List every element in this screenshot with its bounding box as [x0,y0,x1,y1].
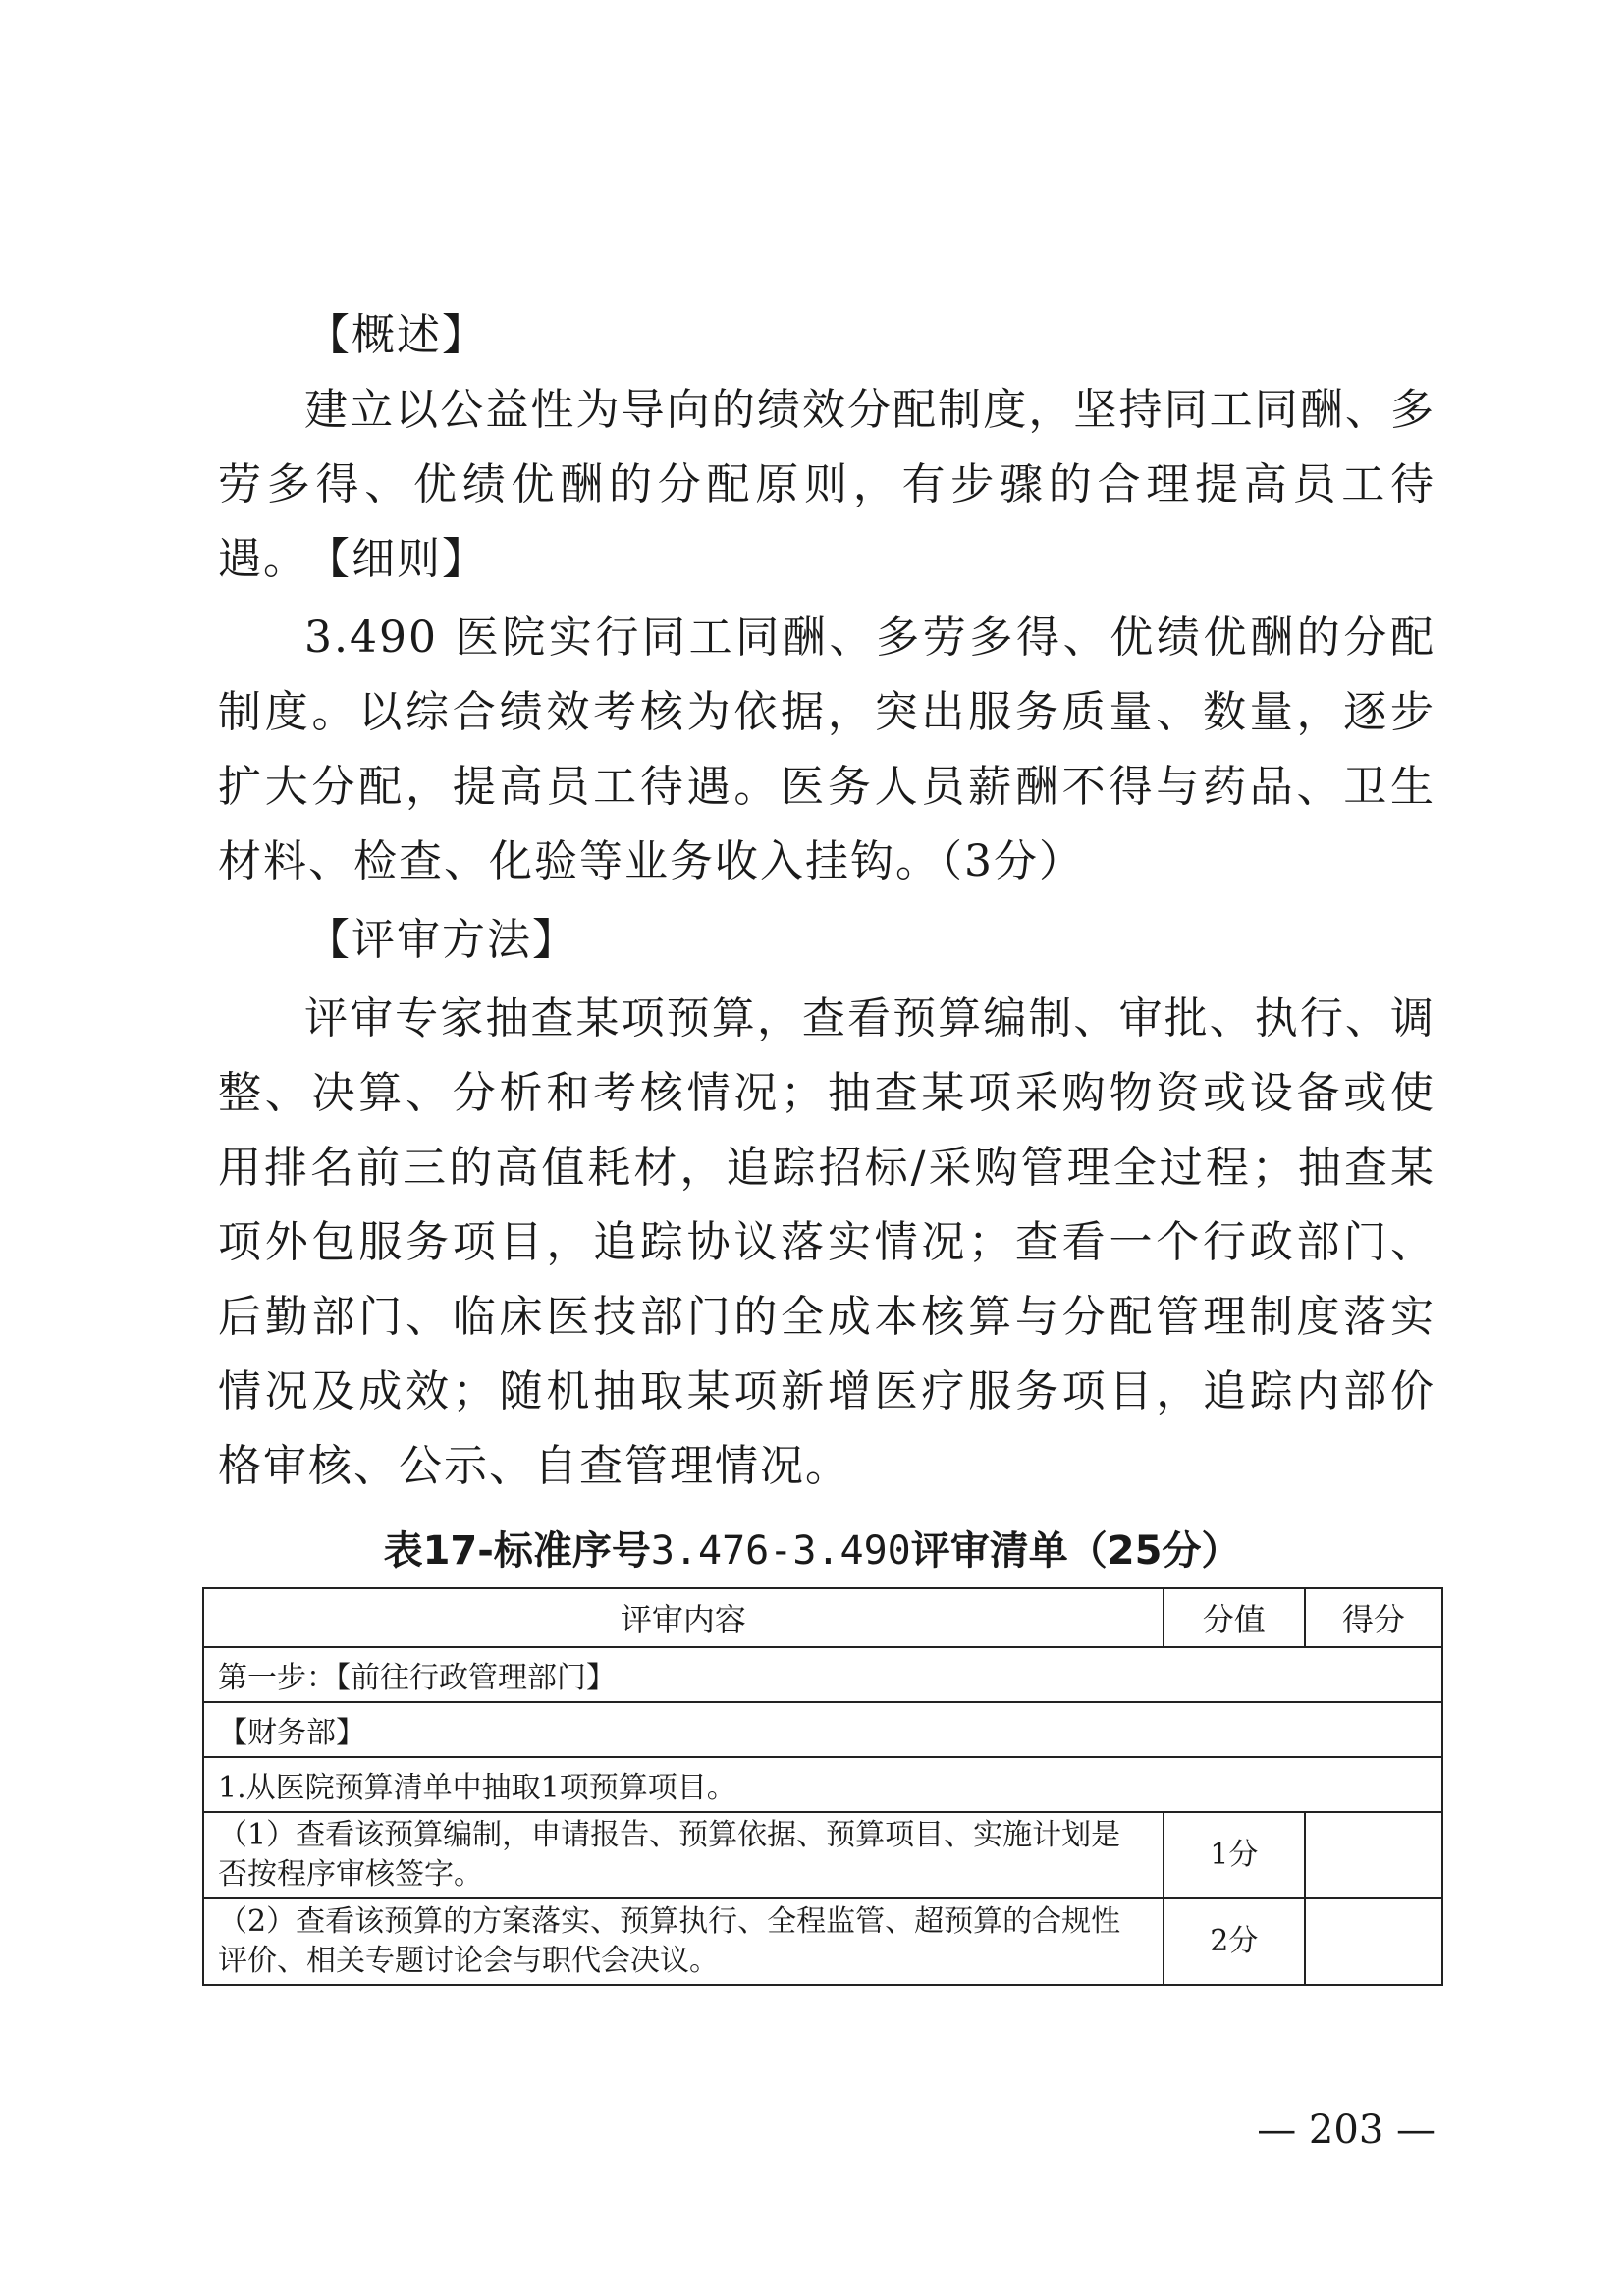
table-row [203,1757,1442,1812]
method-paragraph [218,982,1435,1504]
department-cell: 【财务部】 [203,1702,1442,1757]
page-number: — 203 — [1257,2108,1435,2153]
table-title-code: 3.476-3.490 [650,1528,911,1574]
table-title-suffix: 评审清单（25分） [910,1528,1241,1574]
criterion-cell: （2）查看该预算的方案落实、预算执行、全程监管、超预算的合规性评价、相关专题讨论会与职代会决议。 [203,1898,1164,1985]
header-content: 评审内容 [203,1588,1164,1647]
overview-text: 建立以公益性为导向的绩效分配制度，坚持同工同酬、多劳多得、优绩优酬的分配原则，有步骤的合理提高员工待遇。 [218,385,1435,584]
detail-paragraph [218,601,1435,899]
score-cell: 2分 [1164,1898,1305,1985]
table-row [203,1647,1442,1702]
review-table [202,1587,1443,1986]
got-cell [1305,1898,1442,1985]
table-title-prefix: 表17-标准序号 [383,1528,651,1574]
table-title [0,1523,1624,1578]
table-row [203,1702,1442,1757]
got-cell [1305,1812,1442,1898]
header-got: 得分 [1305,1588,1442,1647]
header-score: 分值 [1164,1588,1305,1647]
detail-heading: 【细则】 [306,534,487,584]
item-cell: 1.从医院预算清单中抽取1项预算项目。 [203,1757,1442,1812]
method-heading: 【评审方法】 [306,915,577,965]
criterion-cell: （1）查看该预算编制，申请报告、预算依据、预算项目、实施计划是否按程序审核签字。 [203,1812,1164,1898]
step-cell: 第一步：【前往行政管理部门】 [203,1647,1442,1702]
table-header-row [203,1588,1442,1647]
detail-text: 3.490 医院实行同工同酬、多劳多得、优绩优酬的分配制度。以综合绩效考核为依据，突出服务质量、数量，逐步扩大分配，提高员工待遇。医务人员薪酬不得与药品、卫生材料、检查、化验等业务收入挂钩。（3分） [218,613,1435,886]
table-row [203,1812,1442,1898]
table-row [203,1898,1442,1985]
method-text: 评审专家抽查某项预算，查看预算编制、审批、执行、调整、决算、分析和考核情况；抽查某项采购物资或设备或使用排名前三的高值耗材，追踪招标/采购管理全过程；抽查某项外包服务项目，追踪协议落实情况；查看一个行政部门、后勤部门、临床医技部门的全成本核算与分配管理制度落实情况及成效；随机抽取某项新增医疗服务项目，追踪内部价格审核、公示、自查管理情况。 [218,993,1435,1491]
score-cell: 1分 [1164,1812,1305,1898]
overview-heading: 【概述】 [306,310,487,360]
